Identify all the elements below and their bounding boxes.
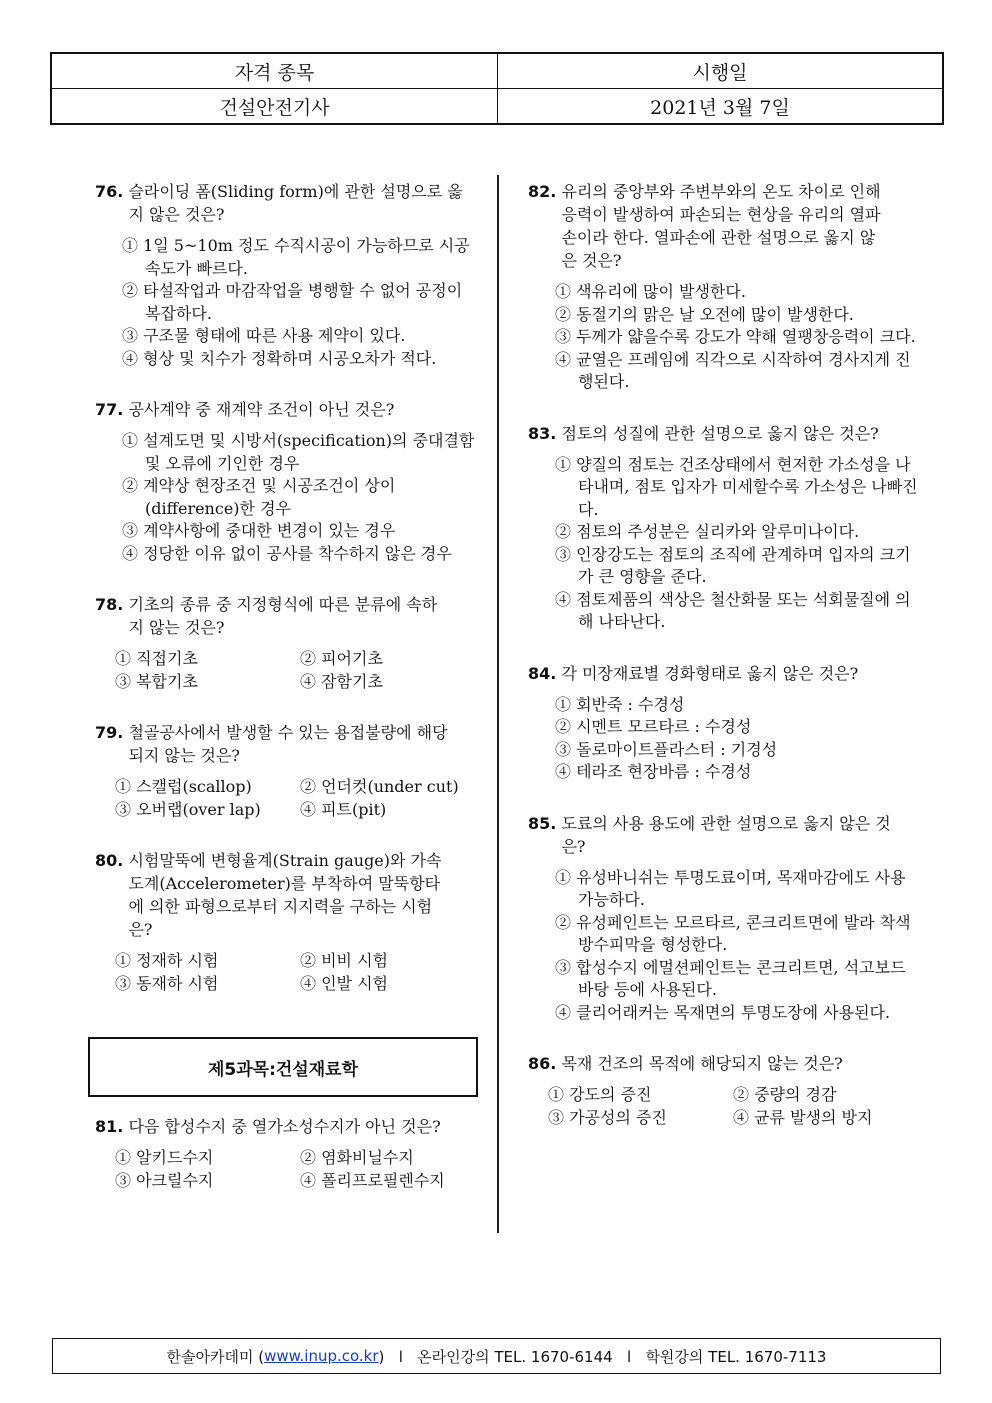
option: ② 유성페인트는 모르타르, 콘크리트면에 발라 착색방수피막을 형성한다. (555, 912, 911, 954)
option: ① 회반죽 : 수경성 (555, 694, 685, 714)
question-85 (528, 812, 918, 1025)
question-number: 86. (528, 1054, 557, 1073)
question-text: 점토의 성질에 관한 설명으로 옳지 않은 것은? (561, 423, 879, 443)
option: ④ 잠함기초 (300, 671, 383, 691)
option: ② 비비 시험 (300, 951, 388, 970)
option: ① 설계도면 및 시방서(specification)의 중대결함 및 오류에 기인한 경우 (122, 431, 475, 473)
question-text: 다음 합성수지 중 열가소성수지가 아닌 것은? (128, 1117, 441, 1136)
header-subject: 건설안전기사 (51, 89, 498, 125)
subject-section-box: 제5과목:건설재료학 (88, 1037, 478, 1097)
left-column (95, 180, 480, 1192)
question-text: 목재 건조의 목적에 해당되지 않는 것은? (561, 1054, 843, 1073)
question-number: 76. (95, 182, 124, 201)
option: ① 1일 5~10m 정도 수직시공이 가능하므로 시공속도가 빠르다. (122, 236, 470, 278)
option: ③ 가공성의 증진 (548, 1107, 667, 1127)
option: ③ 구조물 형태에 따른 사용 제약이 있다. (122, 326, 406, 345)
option: ② 중량의 경감 (733, 1085, 837, 1104)
option: ② 시멘트 모르타르 : 수경성 (555, 717, 752, 736)
option: ④ 균열은 프레임에 직각으로 시작하여 경사지게 진행된다. (555, 349, 911, 391)
option: ① 알키드수지 (115, 1148, 214, 1167)
question-number: 79. (95, 723, 124, 742)
question-text: 기초의 종류 중 지정형식에 따른 분류에 속하지 않는 것은? (128, 595, 438, 637)
option: ③ 합성수지 에멀션페인트는 콘크리트면, 석고보드 바탕 등에 사용된다. (555, 957, 906, 999)
question-79 (95, 721, 480, 821)
question-number: 80. (95, 851, 124, 870)
question-77 (95, 398, 480, 565)
question-text: 슬라이딩 폼(Sliding form)에 관한 설명으로 옳지 않은 것은? (128, 182, 463, 224)
question-number: 83. (528, 423, 557, 443)
footer-academy-name: 한솔아카데미 ( (166, 1347, 265, 1366)
option: ② 계약상 현장조건 및 시공조건이 상이(difference)한 경우 (122, 476, 396, 518)
option: ④ 균류 발생의 방지 (733, 1107, 873, 1127)
question-text: 공사계약 중 재계약 조건이 아닌 것은? (128, 400, 395, 419)
option: ④ 형상 및 치수가 정확하며 시공오차가 적다. (122, 348, 437, 368)
question-84 (528, 662, 918, 784)
question-number: 85. (528, 813, 557, 833)
option: ③ 아크릴수지 (115, 1170, 214, 1190)
option: ① 색유리에 많이 발생한다. (555, 282, 746, 301)
question-text: 각 미장재료별 경화형태로 옳지 않은 것은? (561, 663, 859, 683)
question-text: 철골공사에서 발생할 수 있는 용접불량에 해당되지 않는 것은? (128, 723, 448, 765)
option: ① 직접기초 (115, 649, 198, 668)
question-81 (95, 1115, 480, 1192)
question-80 (95, 849, 480, 995)
option: ④ 테라조 현장바름 : 수경성 (555, 762, 752, 781)
option: ③ 두께가 얇을수록 강도가 약해 열팽창응력이 크다. (555, 327, 916, 346)
header-table (50, 52, 944, 125)
option: ④ 인발 시험 (300, 973, 388, 993)
option: ① 정재하 시험 (115, 951, 219, 970)
option: ③ 오버랩(over lap) (115, 799, 261, 819)
option: ③ 복합기초 (115, 671, 198, 691)
question-83 (528, 422, 918, 634)
question-number: 78. (95, 595, 124, 614)
option: ① 유성바니쉬는 투명도료이며, 목재마감에도 사용가능하다. (555, 867, 906, 909)
option: ③ 동재하 시험 (115, 973, 219, 993)
question-82 (528, 180, 918, 394)
option: ① 스캘럽(scallop) (115, 777, 252, 796)
header-label-subject: 자격 종목 (51, 53, 498, 89)
option: ④ 폴리프로필렌수지 (300, 1170, 445, 1190)
question-text: 시험말뚝에 변형율계(Strain gauge)와 가속도계(Accelerometer)를 부착하여 말뚝항타에 의한 파형으로부터 지지력을 구하는 시험은? (128, 851, 442, 939)
option: ① 강도의 증진 (548, 1085, 652, 1104)
option: ④ 클리어래커는 목재면의 투명도장에 사용된다. (555, 1002, 891, 1022)
option: ② 동절기의 맑은 날 오전에 많이 발생한다. (555, 304, 854, 324)
question-76 (95, 180, 480, 370)
question-number: 82. (528, 182, 557, 201)
option: ④ 정당한 이유 없이 공사를 착수하지 않은 경우 (122, 543, 452, 563)
question-78 (95, 593, 480, 693)
right-column (528, 180, 918, 1129)
question-number: 81. (95, 1117, 124, 1136)
question-text: 유리의 중앙부와 주변부와의 온도 차이로 인해 응력이 발생하여 파손되는 현상을 유리의 열파손이라 한다. 열파손에 관한 설명으로 옳지 않은 것은? (561, 182, 881, 270)
question-text: 도료의 사용 용도에 관한 설명으로 옳지 않은 것은? (561, 813, 891, 856)
column-divider (497, 175, 499, 1233)
option: ④ 점토제품의 색상은 철산화물 또는 석회물질에 의해 나타난다. (555, 589, 911, 631)
footer-website-link[interactable]: www.inup.co.kr (264, 1347, 379, 1365)
footer-contact: ) l 온라인강의 TEL. 1670-6144 l 학원강의 TEL. 1670-7113 (378, 1347, 827, 1366)
option: ② 타설작업과 마감작업을 병행할 수 없어 공정이 복잡하다. (122, 281, 463, 323)
option: ① 양질의 점토는 건조상태에서 현저한 가소성을 나타내며, 점토 입자가 미세할수록 가소성은 나빠진다. (555, 454, 918, 519)
option: ④ 피트(pit) (300, 799, 387, 819)
option: ② 염화비닐수지 (300, 1148, 414, 1167)
option: ③ 계약사항에 중대한 변경이 있는 경우 (122, 521, 396, 540)
option: ② 언더컷(under cut) (300, 777, 459, 796)
option: ③ 돌로마이트플라스터 : 기경성 (555, 739, 778, 759)
question-number: 84. (528, 663, 557, 683)
option: ③ 인장강도는 점토의 조직에 관계하며 입자의 크기가 큰 영향을 준다. (555, 544, 911, 586)
question-number: 77. (95, 400, 124, 419)
header-label-date: 시행일 (498, 53, 944, 89)
footer-bar (52, 1338, 941, 1374)
question-86 (528, 1052, 918, 1129)
header-date: 2021년 3월 7일 (498, 89, 944, 125)
option: ② 피어기초 (300, 649, 383, 668)
option: ② 점토의 주성분은 실리카와 알루미나이다. (555, 522, 860, 541)
